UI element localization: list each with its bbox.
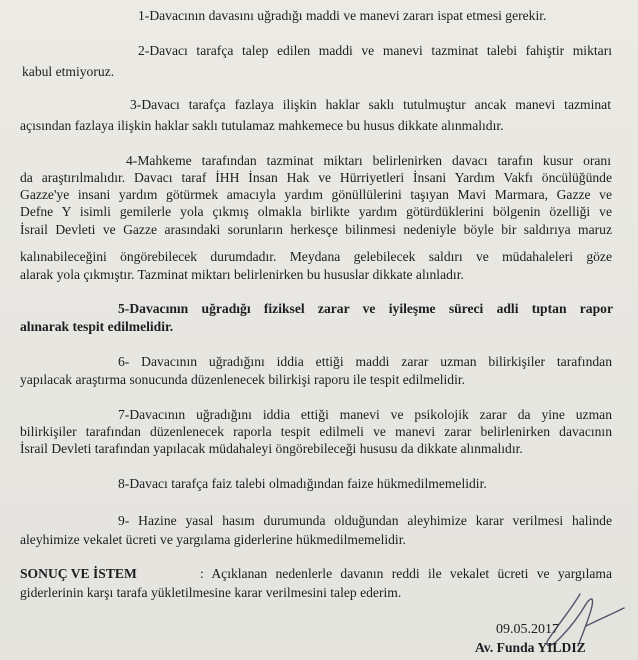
paragraph-6-line-2: yapılacak araştırma sonucunda düzenlenecek bilirkişi raporu ile tespit edilmelidir. <box>20 372 466 387</box>
paragraph-2-line-2: kabul etmiyoruz. <box>22 64 115 79</box>
paragraph-3-line-2: açısından fazlaya ilişkin haklar saklı tutulamaz mahkemece bu husus dikkate alınmalıdır. <box>20 118 504 133</box>
conclusion-heading: SONUÇ VE İSTEM <box>20 566 137 581</box>
paragraph-7-line-3: İsrail Devleti tarafından yapılacak müdahaleyi öngörebileceği hususu da dikkate alınmalıdır. <box>20 441 523 456</box>
signature-name: Av. Funda YILDIZ <box>475 640 586 655</box>
paragraph-4-line-4: Defne Y isimli gemilerle yola çıkmış olmakla birlikte yardım götürdüklerini bölgenin özelliği ve <box>20 204 612 219</box>
paragraph-9-line-1: 9- Hazine yasal hasım durumunda olduğundan aleyhimize karar verilmesi halinde <box>118 513 612 528</box>
paragraph-5-line-1: 5-Davacının uğradığı fiziksel zarar ve iyileşme süreci adli tıptan rapor <box>118 301 613 316</box>
paragraph-2-line-1: 2-Davacı tarafça talep edilen maddi ve manevi tazminat talebi fahiştir miktarı <box>138 43 612 58</box>
paragraph-4-line-3: Gazze'ye insani yardım götürmek amacıyla yardım gönüllülerini taşıyan Mavi Marmara, Gazze ve <box>20 187 612 202</box>
paragraph-4-line-6: kalınabileceğini öngörebilecek durumdadır. Meydana gelebilecek saldırı ve müdahaleleri göze <box>20 249 612 264</box>
paragraph-3-line-1: 3-Davacı tarafça fazlaya ilişkin haklar saklı tutulmuştur ancak manevi tazminat <box>130 97 611 112</box>
paragraph-6-line-1: 6- Davacının uğradığını iddia ettiği maddi zarar uzman bilirkişiler tarafından <box>118 354 612 369</box>
paragraph-4-line-7: alarak yola çıkmıştır. Tazminat miktarı belirlenirken bu hususlar dikkate alınladır. <box>20 267 464 282</box>
paragraph-4-line-5: İsrail Devleti ve Gazze arasındaki sorunların herkesçe bilinmesi nedeniyle böyle bir saldırıya maruz <box>20 222 612 237</box>
paragraph-9-line-2: aleyhimize vekalet ücreti ve yargılama giderlerine hükmedilmemelidir. <box>20 532 406 547</box>
paragraph-7-line-1: 7-Davacının uğradığını iddia ettiği manevi ve psikolojik zarar da yine uzman <box>118 407 612 422</box>
paragraph-4-line-2: da araştırılmalıdır. Davacı taraf İHH İnsan Hak ve Hürriyetleri İnsani Yardım Vakfı öncülüğünde <box>20 170 612 185</box>
paragraph-7-line-2: bilirkişiler tarafından düzenlenecek raporla tespit edilmeli ve manevi zarar belirlenirken davacının <box>20 424 612 439</box>
paragraph-5-line-2: alınarak tespit edilmelidir. <box>20 319 174 334</box>
conclusion-line-1: : Açıklanan nedenlerle davanın reddi ile vekalet ücreti ve yargılama <box>200 566 612 581</box>
conclusion-line-2: giderlerinin karşı tarafa yükletilmesine karar verilmesini talep ederim. <box>20 585 402 600</box>
paragraph-8-line-1: 8-Davacı tarafça faiz talebi olmadığından faize hükmedilmemelidir. <box>118 476 487 491</box>
paragraph-4-line-1: 4-Mahkeme tarafından tazminat miktarı belirlenirken davacı tarafın kusur oranı <box>126 153 611 168</box>
paragraph-1-line-1: 1-Davacının davasını uğradığı maddi ve manevi zararı ispat etmesi gerekir. <box>138 8 547 23</box>
signature-date: 09.05.2017 <box>496 622 559 637</box>
